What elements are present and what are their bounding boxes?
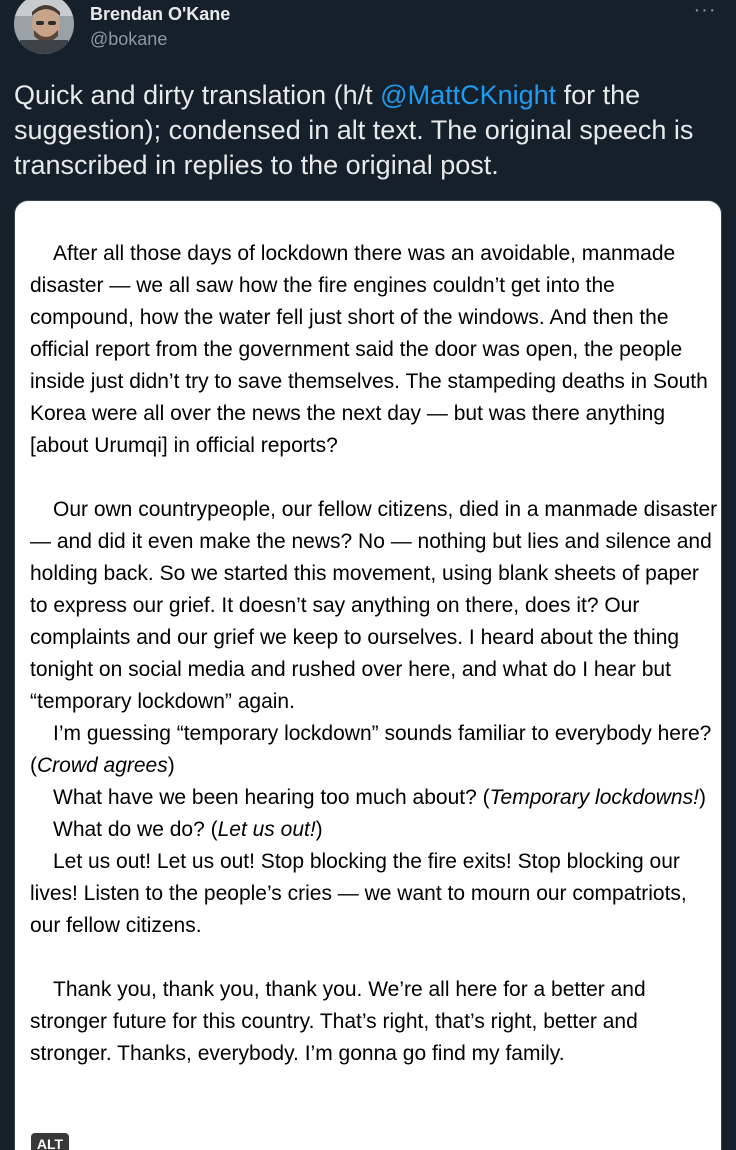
tweet-text-part: for the suggestion); condensed in alt text. The original speech is transcribed in replies to the original post. — [14, 80, 694, 180]
author-display-name[interactable]: Brendan O'Kane — [90, 4, 231, 24]
alt-text-badge[interactable]: ALT — [31, 1133, 69, 1150]
tweet-text-part: Quick and dirty translation (h/t — [14, 80, 381, 110]
tweet-text — [14, 78, 724, 183]
avatar-photo-icon[interactable] — [14, 0, 74, 54]
paragraph: What have we been hearing too much about? (Temporary lockdowns!) — [53, 786, 706, 809]
paragraph: Our own countrypeople, our fellow citizens, died in a manmade disaster — and did it even make the news? No — nothing but lies and silence and holding back. So we started this movement, using blank sheets of paper to express our grief. It doesn’t say anything on there, does it? Our complaints and our grief we keep to ourselves. I heard about the thing tonight on social media and rushed over here, and what do I hear but “temporary lockdown” again. — [30, 498, 718, 713]
author-handle[interactable]: @bokane — [90, 29, 168, 49]
avatar-image — [14, 0, 74, 54]
paragraph: Let us out! Let us out! Stop blocking the fire exits! Stop blocking our lives! Listen to the people’s cries — we want to mourn our compatriots, our fellow citizens. — [30, 850, 687, 937]
paragraph: After all those days of lockdown there was an avoidable, manmade disaster — we all saw how the fire engines couldn’t get into the compound, how the water fell just short of the windows. And then the official report from the government said the door was open, the people inside just didn’t try to save themselves. The stampeding deaths in South Korea were all over the news the next day — but was there anything [about Urumqi] in official reports? — [30, 242, 708, 457]
tweet-image[interactable] — [14, 200, 722, 1150]
paragraph: Thank you, thank you, thank you. We’re all here for a better and stronger future for this country. That’s right, that’s right, better and stronger. Thanks, everybody. I’m gonna go find my family. — [30, 978, 646, 1065]
tweet-header — [0, 0, 736, 70]
paragraph: What do we do? (Let us out!) — [53, 818, 323, 841]
translation-document — [30, 238, 720, 1070]
mention-link[interactable]: @MattCKnight — [380, 80, 557, 110]
more-options-icon[interactable]: ··· — [693, 0, 717, 21]
paragraph: I’m guessing “temporary lockdown” sounds familiar to everybody here? (Crowd agrees) — [30, 722, 712, 777]
